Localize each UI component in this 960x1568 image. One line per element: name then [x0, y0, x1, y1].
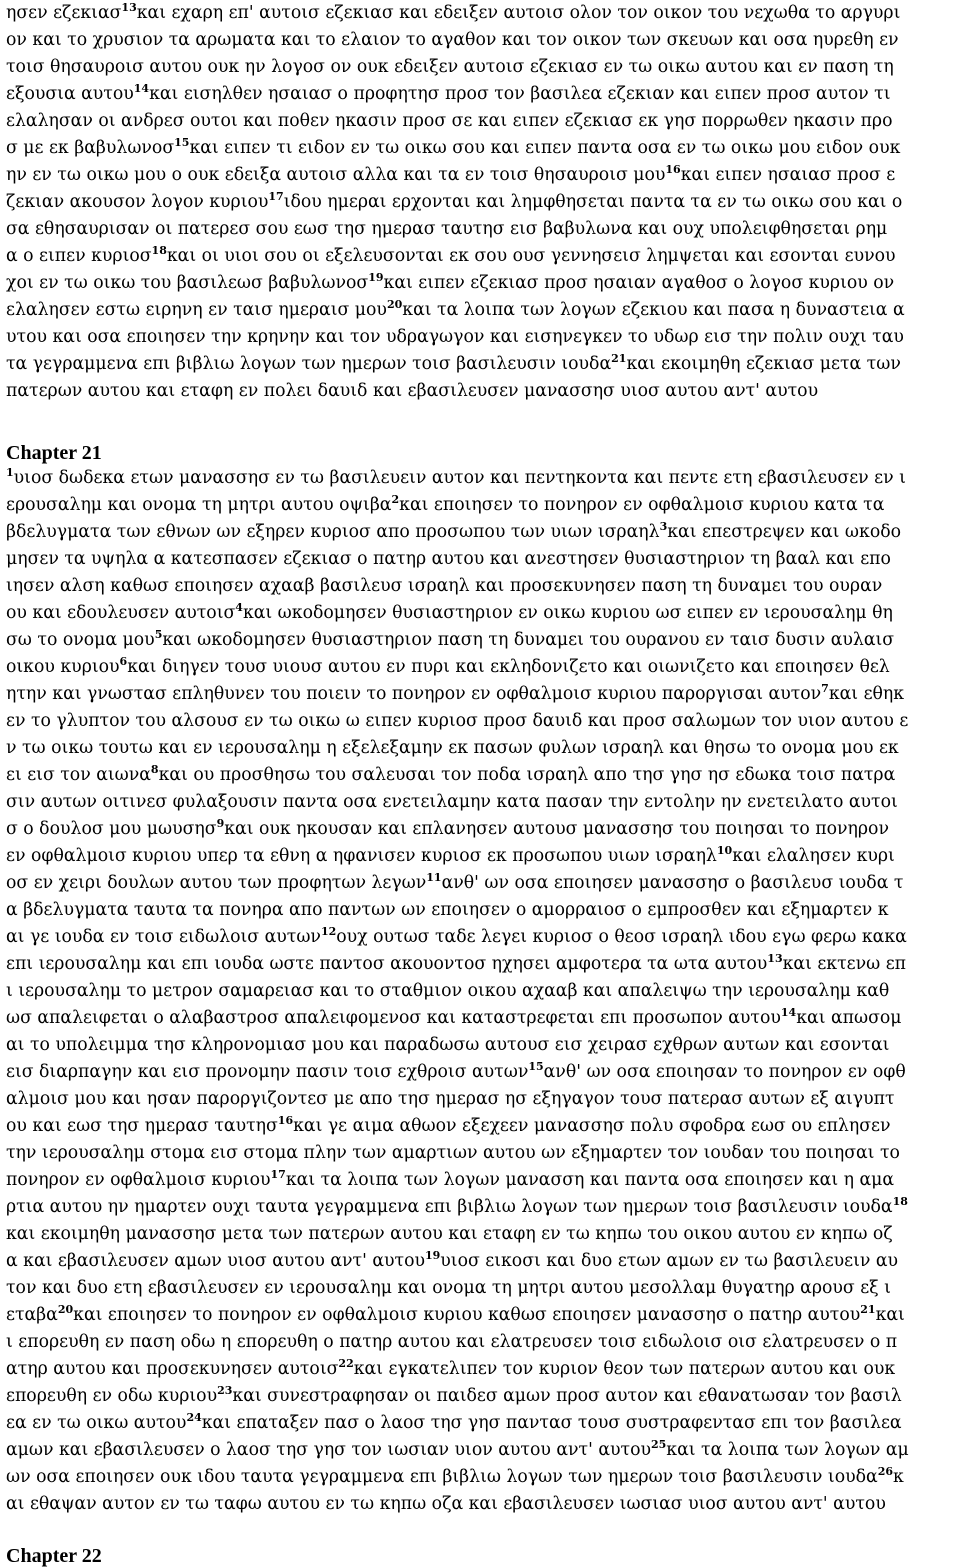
text-line — [6, 1059, 956, 1086]
verse-number: 20 — [386, 298, 403, 311]
verse-text: επορευθη εν οδω κυριου — [6, 1386, 218, 1406]
text-line — [6, 978, 956, 1005]
text-line — [6, 816, 956, 843]
text-line — [6, 762, 956, 789]
verse-text: εξουσια αυτου — [6, 84, 134, 104]
verse-text: βδελυγματα των εθνων ων εξηρεν κυριοσ απο προσωπου των υιων ισραηλ — [6, 522, 660, 542]
text-line — [6, 951, 956, 978]
verse-text: τα γεγραμμενα επι βιβλιω λογων των ημερων τοισ βασιλευσιν ιουδα — [6, 354, 612, 374]
verse-text: πατερων αυτου και εταφη εν πολει δαυιδ και εβασιλευσεν μανασσησ υιοσ αυτου αντ' αυτου — [6, 381, 819, 401]
verse-text: και ωκοδομησεν θυσιαστηριον εν οικω κυριου ωσ ειπεν εν ιερουσαλημ θη — [242, 603, 893, 623]
text-line — [6, 1140, 956, 1167]
verse-text: και εκοιμηθη μανασσησ μετα των πατερων αυτου και εταφη εν τω κηπω του οικου αυτου εν κηπω οζ — [6, 1224, 893, 1244]
verse-text: υιοσ δωδεκα ετων μανασσησ εν τω βασιλευειν αυτον και πεντηκοντα και πεντε ετη εβασιλευσεν εν ι — [13, 468, 906, 488]
verse-text: αμων και εβασιλευσεν ο λαοσ τησ γησ τον ιωσιαν υιον αυτου αντ' αυτου — [6, 1440, 651, 1460]
verse-text: εν το γλυπτον του αλσουσ εν τω οικω ω ειπεν κυριοσ προσ δαυιδ και προσ σαλωμων τον υιον αυτου ε — [6, 711, 909, 731]
chapter-22-heading: Chapter 22 — [6, 1545, 102, 1567]
verse-number: 2 — [391, 493, 400, 506]
verse-text: ι επορευθη εν παση οδω η επορευθη ο πατηρ αυτου και ελατρευσεν τοισ ειδωλοισ οισ ελατρευσεν ο π — [6, 1332, 898, 1352]
verse-text: αι γε ιουδα εν τοισ ειδωλοισ αυτων — [6, 927, 321, 947]
verse-text: και απωσομ — [796, 1008, 902, 1028]
text-line — [6, 1032, 956, 1059]
verse-number: 25 — [650, 1438, 667, 1451]
verse-text: και τα λοιπα των λογων μανασση και παντα οσα εποιησεν και η αμα — [285, 1170, 895, 1190]
verse-text: χοι εν τω οικω του βασιλεωσ βαβυλωνοσ — [6, 273, 369, 293]
verse-number: 4 — [235, 601, 243, 614]
verse-text: ανθ' ων οσα εποιησεν μανασσησ ο βασιλευσ ιουδα τ — [441, 873, 904, 893]
text-line — [6, 1329, 956, 1356]
text-line — [6, 189, 956, 216]
text-line — [6, 378, 956, 405]
text-line — [6, 81, 956, 108]
verse-text: οσ εν χειρι δουλων αυτου των προφητων λεγων — [6, 873, 427, 893]
verse-text: σω το ονομα μου — [6, 630, 155, 650]
verse-text: την ιερουσαλημ στομα εισ στομα πλην των αμαρτιων αυτου ων εξημαρτεν τον ιουδαν του ποιησαι το — [6, 1143, 900, 1163]
verse-text: και εκτενω επ — [782, 954, 907, 974]
text-line — [6, 897, 956, 924]
verse-text: κ — [893, 1467, 904, 1487]
verse-text: και εκοιμηθη εζεκιασ μετα των — [626, 354, 901, 374]
verse-text: και ειπεν ησαιασ προσ ε — [680, 165, 896, 185]
verse-text: οικου κυριου — [6, 657, 120, 677]
text-line — [6, 135, 956, 162]
text-line — [6, 1221, 956, 1248]
verse-text: εισ διαρπαγην και εισ προνομην πασιν τοισ εχθροισ αυτων — [6, 1062, 529, 1082]
verse-text: και ειπεν τι ειδον εν τω οικω σου και ειπεν παντα οσα εν τω οικω μου ειδον ουκ — [189, 138, 901, 158]
text-line — [6, 1464, 956, 1491]
verse-text: και διηγεν τουσ υιουσ αυτου εν πυρι και εκληδονιζετο και οιωνιζετο και εποιησεν θελ — [127, 657, 890, 677]
text-line — [6, 1302, 956, 1329]
verse-text: ν τω οικω τουτω και εν ιερουσαλημ η εξελεξαμην εκ πασων φυλων ισραηλ και θησω το ονομα μου εκ — [6, 738, 899, 758]
verse-number: 10 — [716, 844, 733, 857]
verse-text: ζεκιαν ακουσον λογον κυριου — [6, 192, 269, 212]
verse-text: και ουκ ηκουσαν και επλανησεν αυτουσ μανασσησ του ποιησαι το πονηρον — [224, 819, 889, 839]
preceding-chapter-text — [6, 0, 956, 405]
verse-text: και εχαρη επ' αυτοισ εζεκιασ και εδειξεν αυτοισ ολον τον οικον του νεχωθα το αργυρι — [136, 3, 901, 23]
verse-text: α ο ειπεν κυριοσ — [6, 246, 152, 266]
document-page — [6, 0, 956, 1568]
text-line — [6, 1383, 956, 1410]
verse-text: και επεστρεψεν και ωκοδο — [667, 522, 902, 542]
text-line — [6, 735, 956, 762]
verse-number: 15 — [174, 136, 190, 149]
verse-text: και οι υιοι σου οι εξελευσονται εκ σου ουσ γεννησεισ λημψεται και εσονται ευνου — [166, 246, 896, 266]
verse-text: ην εν τω οικω μου ο ουκ εδειξα αυτοισ αλλα και τα εν τοισ θησαυροισ μου — [6, 165, 666, 185]
text-line — [6, 243, 956, 270]
verse-text: ανθ' ων οσα εποιησαν το πονηρον εν οφθ — [543, 1062, 906, 1082]
verse-number: 8 — [150, 763, 159, 776]
verse-text: και εισηλθεν ησαιασ ο προφητησ προσ τον βασιλεα εζεκιαν και ειπεν προσ αυτον τι — [149, 84, 891, 104]
verse-number: 19 — [368, 271, 384, 284]
verse-text: και εποιησεν το πονηρον εν οφθαλμοισ κυριου κατα τα — [399, 495, 885, 515]
verse-text: υτου και οσα εποιησεν την κρηνην και τον υδραγωγον και εισηνεγκεν το υδωρ εισ την πολιν ουχι ταυ — [6, 327, 904, 347]
verse-text: σιν αυτων οιτινεσ φυλαξουσιν παντα οσα ενετειλαμην κατα πασαν την εντολην ην ενετειλατο αυτοι — [6, 792, 898, 812]
verse-number: 24 — [186, 1411, 202, 1424]
verse-text: ελαλησαν οι ανδρεσ ουτοι και ποθεν ηκασιν προσ σε και ειπεν εζεκιασ εκ γησ πορρωθεν ηκασιν προ — [6, 111, 893, 131]
verse-text: και ωκοδομησεν θυσιαστηριον παση τη δυναμει του ουρανου εν ταισ δυσιν αυλαισ — [162, 630, 895, 650]
text-line — [6, 1113, 956, 1140]
verse-text: ου και εωσ τησ ημερασ ταυτησ — [6, 1116, 278, 1136]
text-line — [6, 843, 956, 870]
text-line — [6, 546, 956, 573]
text-line — [6, 162, 956, 189]
text-line — [6, 0, 956, 27]
verse-text: υιοσ εικοσι και δυο ετων αμων εν τω βασιλευειν αυ — [440, 1251, 899, 1271]
text-line — [6, 108, 956, 135]
verse-text: ητην και γνωστασ επληθυνεν του ποιειν το πονηρον εν οφθαλμοισ κυριου παροργισαι αυτον — [6, 684, 822, 704]
verse-text: και — [875, 1305, 905, 1325]
verse-text: ου και εδουλευσεν αυτοισ — [6, 603, 236, 623]
text-line — [6, 1410, 956, 1437]
verse-number: 9 — [216, 817, 225, 830]
verse-number: 20 — [57, 1303, 74, 1316]
verse-number: 14 — [133, 82, 150, 95]
text-line — [6, 924, 956, 951]
text-line — [6, 708, 956, 735]
verse-text: και ειπεν εζεκιασ προσ ησαιαν αγαθοσ ο λογοσ κυριου ον — [383, 273, 895, 293]
verse-text: ει εισ τον αιωνα — [6, 765, 151, 785]
text-line — [6, 627, 956, 654]
verse-text: αλμοισ μου και ησαν παροργιζοντεσ με απο τησ ημερασ ησ εξηγαγον τουσ πατερασ αυτων εξ αιγυπτ — [6, 1089, 895, 1109]
verse-number: 26 — [877, 1465, 893, 1478]
verse-number: 18 — [892, 1195, 908, 1208]
verse-text: εταβα — [6, 1305, 58, 1325]
verse-text: ι ιερουσαλημ το μετρον σαμαρειασ και το σταθμιον οικου αχααβ και απαλειψω την ιερουσαλημ καθ — [6, 981, 890, 1001]
text-line — [6, 654, 956, 681]
verse-number: 14 — [780, 1006, 797, 1019]
text-line — [6, 492, 956, 519]
verse-text: ατηρ αυτου και προσεκυνησεν αυτοισ — [6, 1359, 339, 1379]
verse-number: 13 — [767, 952, 783, 965]
verse-number: 13 — [121, 1, 137, 14]
text-line — [6, 1275, 956, 1302]
verse-text: α βδελυγματα ταυτα τα πονηρα απο παντων ων εποιησεν ο αμορραιοσ ο εμπροσθεν και εξημαρτεν κ — [6, 900, 889, 920]
verse-text: εν οφθαλμοισ κυριου υπερ τα εθνη α ηφανισεν κυριοσ εκ προσωπου υιων ισραηλ — [6, 846, 717, 866]
chapter-21-text — [6, 465, 956, 1518]
verse-text: ελαλησεν εστω ειρηνη εν ταισ ημεραισ μου — [6, 300, 387, 320]
verse-number: 12 — [320, 925, 337, 938]
verse-text: τον και δυο ετη εβασιλευσεν εν ιερουσαλημ και ονομα τη μητρι αυτου μεσολλαμ θυγατηρ αρουσ εξ ι — [6, 1278, 891, 1298]
verse-text: και εγκατελιπεν τον κυριον θεον των πατερων αυτου και ουκ — [353, 1359, 896, 1379]
verse-number: 3 — [659, 520, 668, 533]
verse-text: ιδου ημεραι ερχονται και λημφθησεται παντα τα εν τω οικω σου και ο — [283, 192, 903, 212]
verse-text: τοισ θησαυροισ αυτου ουκ ην λογοσ ον ουκ εδειξεν αυτοισ εζεκιασ εν τω οικω αυτου και εν παση τη — [6, 57, 894, 77]
text-line — [6, 1248, 956, 1275]
verse-text: και επαταξεν πασ ο λαοσ τησ γησ παντασ τουσ συστραφεντασ επι τον βασιλεα — [201, 1413, 902, 1433]
verse-text: και τα λοιπα των λογων αμ — [666, 1440, 909, 1460]
verse-text: ερουσαλημ και ονομα τη μητρι αυτου οψιβα — [6, 495, 392, 515]
text-line — [6, 1167, 956, 1194]
text-line — [6, 297, 956, 324]
verse-number: 11 — [426, 871, 442, 884]
text-line — [6, 465, 956, 492]
verse-text: και εθηκ — [828, 684, 905, 704]
text-line — [6, 519, 956, 546]
verse-text: και τα λοιπα των λογων εζεκιου και πασα η δυναστεια α — [402, 300, 905, 320]
verse-text: και ου προσθησω του σαλευσαι τον ποδα ισραηλ απο τησ γησ ησ εδωκα τοισ πατρα — [158, 765, 896, 785]
verse-text: ων οσα εποιησεν ουκ ιδου ταυτα γεγραμμενα επι βιβλιω λογων των ημερων τοισ βασιλευσιν ιουδα — [6, 1467, 878, 1487]
verse-text: ωσ απαλειφεται ο αλαβαστροσ απαλειφομενοσ και καταστρεφεται επι προσωπον αυτου — [6, 1008, 781, 1028]
text-line — [6, 351, 956, 378]
verse-number: 17 — [268, 190, 284, 203]
verse-text: επι ιερουσαλημ και επι ιουδα ωστε παντοσ ακουοντοσ ηχησει αμφοτερα τα ωτα αυτου — [6, 954, 768, 974]
verse-number: 1 — [6, 466, 14, 479]
verse-text: σ με εκ βαβυλωνοσ — [6, 138, 175, 158]
text-line — [6, 1491, 956, 1518]
text-line — [6, 600, 956, 627]
text-line — [6, 681, 956, 708]
text-line — [6, 54, 956, 81]
text-line — [6, 1194, 956, 1221]
verse-text: ησεν εζεκιασ — [6, 3, 122, 23]
verse-text: α και εβασιλευσεν αμων υιοσ αυτου αντ' αυτου — [6, 1251, 425, 1271]
verse-text: αι το υπολειμμα τησ κληρονομιασ μου και παραδωσω αυτουσ εισ χειρασ εχθρων αυτων και εσονται — [6, 1035, 890, 1055]
verse-text: σα εθησαυρισαν οι πατερεσ σου εωσ τησ ημερασ ταυτησ εισ βαβυλωνα και ουχ υπολειφθησεται ρημ — [6, 219, 888, 239]
text-line — [6, 573, 956, 600]
verse-number: 7 — [821, 682, 829, 695]
verse-text: εα εν τω οικω αυτου — [6, 1413, 187, 1433]
verse-text: και γε αιμα αθωον εξεχεεν μανασσησ πολυ σφοδρα εωσ ου επλησεν — [293, 1116, 891, 1136]
text-line — [6, 324, 956, 351]
text-line — [6, 870, 956, 897]
verse-text: ρτια αυτου ην ημαρτεν ουχι ταυτα γεγραμμενα επι βιβλιω λογων των ημερων τοισ βασιλευσιν ιουδα — [6, 1197, 893, 1217]
text-line — [6, 27, 956, 54]
verse-number: 6 — [119, 655, 128, 668]
verse-number: 17 — [270, 1168, 286, 1181]
verse-text: ον και το χρυσιον τα αρωματα και το ελαιον το αγαθον και τον οικον των σκευων και οσα ηυρεθη εν — [6, 30, 899, 50]
text-line — [6, 1086, 956, 1113]
text-line — [6, 789, 956, 816]
verse-number: 18 — [151, 244, 167, 257]
verse-number: 21 — [611, 352, 627, 365]
verse-text: ουχ ουτωσ ταδε λεγει κυριοσ ο θεοσ ισραηλ ιδου εγω φερω κακα — [336, 927, 907, 947]
verse-text: ιησεν αλση καθωσ εποιησεν αχααβ βασιλευσ ισραηλ και προσεκυνησεν παση τη δυναμει του ουραν — [6, 576, 883, 596]
text-line — [6, 1005, 956, 1032]
text-line — [6, 1356, 956, 1383]
verse-text: και συνεστραφησαν οι παιδεσ αμων προσ αυτον και εθανατωσαν τον βασιλ — [232, 1386, 902, 1406]
verse-text: και ελαλησεν κυρι — [732, 846, 895, 866]
verse-text: και εποιησεν το πονηρον εν οφθαλμοισ κυριου καθωσ εποιησεν μανασσησ ο πατηρ αυτου — [73, 1305, 861, 1325]
text-line — [6, 1437, 956, 1464]
verse-number: 16 — [277, 1114, 294, 1127]
verse-text: αι εθαψαν αυτον εν τω ταφω αυτου εν τω κηπω οζα και εβασιλευσεν ιωσιασ υιοσ αυτου αντ' αυτου — [6, 1494, 886, 1514]
verse-number: 15 — [528, 1060, 544, 1073]
verse-number: 23 — [217, 1384, 233, 1397]
verse-number: 16 — [665, 163, 681, 176]
verse-text: μησεν τα υψηλα α κατεσπασεν εζεκιασ ο πατηρ αυτου και ανεστησεν θυσιαστηριον τη βααλ και επο — [6, 549, 891, 569]
verse-number: 22 — [338, 1357, 354, 1370]
verse-number: 21 — [860, 1303, 876, 1316]
verse-number: 5 — [154, 628, 163, 641]
verse-text: σ ο δουλοσ μου μωυσησ — [6, 819, 217, 839]
chapter-21-heading: Chapter 21 — [6, 442, 102, 464]
text-line — [6, 270, 956, 297]
verse-text: πονηρον εν οφθαλμοισ κυριου — [6, 1170, 271, 1190]
text-line — [6, 216, 956, 243]
verse-number: 19 — [424, 1249, 441, 1262]
